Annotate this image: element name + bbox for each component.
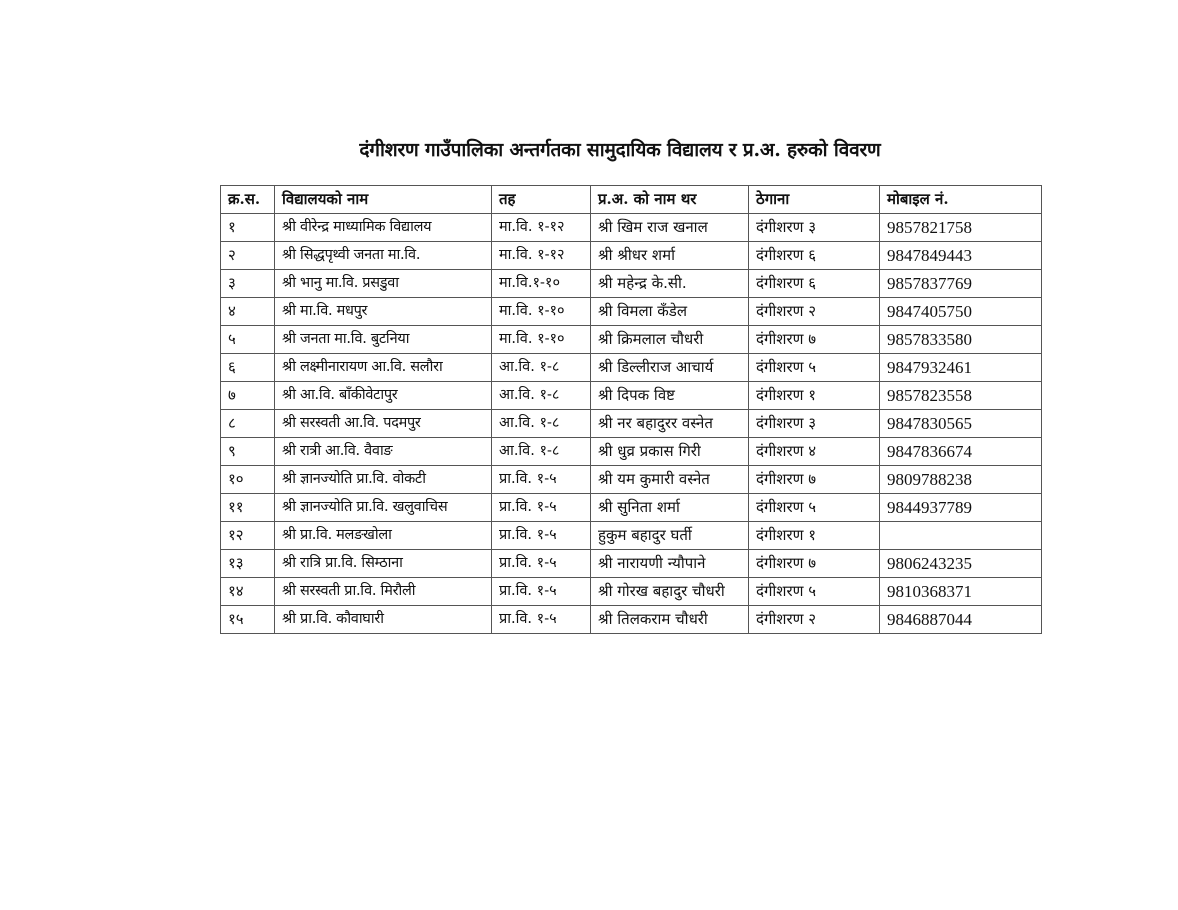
address-cell: दंगीशरण ६: [749, 242, 880, 270]
header-serial-number: क्र.स.: [221, 186, 275, 214]
school-name-cell: श्री मा.वि. मधपुर: [275, 298, 492, 326]
serial-number-cell: १४: [221, 578, 275, 606]
serial-number-cell: ८: [221, 410, 275, 438]
level-cell: प्रा.वि. १-५: [492, 550, 591, 578]
address-cell: दंगीशरण ७: [749, 550, 880, 578]
principal-name-cell: हुकुम बहादुर घर्ती: [591, 522, 749, 550]
level-cell: प्रा.वि. १-५: [492, 578, 591, 606]
mobile-number-cell: 9847849443: [880, 242, 1042, 270]
school-name-cell: श्री ज्ञानज्योति प्रा.वि. खलुवाचिस: [275, 494, 492, 522]
table-row: [221, 270, 1042, 298]
table-row: [221, 550, 1042, 578]
school-name-cell: श्री वीरेन्द्र माध्यामिक विद्यालय: [275, 214, 492, 242]
school-table: [220, 185, 1042, 634]
principal-name-cell: श्री डिल्लीराज आचार्य: [591, 354, 749, 382]
table-row: [221, 522, 1042, 550]
mobile-number-cell: 9806243235: [880, 550, 1042, 578]
school-name-cell: श्री लक्ष्मीनारायण आ.वि. सलौरा: [275, 354, 492, 382]
address-cell: दंगीशरण १: [749, 522, 880, 550]
table-row: [221, 466, 1042, 494]
level-cell: प्रा.वि. १-५: [492, 466, 591, 494]
serial-number-cell: २: [221, 242, 275, 270]
address-cell: दंगीशरण १: [749, 382, 880, 410]
school-name-cell: श्री रात्रि प्रा.वि. सिम्ठाना: [275, 550, 492, 578]
principal-name-cell: श्री धुव्र प्रकास गिरी: [591, 438, 749, 466]
level-cell: आ.वि. १-८: [492, 382, 591, 410]
principal-name-cell: श्री दिपक विष्ट: [591, 382, 749, 410]
table-row: [221, 242, 1042, 270]
level-cell: मा.वि. १-१२: [492, 242, 591, 270]
serial-number-cell: १: [221, 214, 275, 242]
mobile-number-cell: 9847932461: [880, 354, 1042, 382]
address-cell: दंगीशरण ६: [749, 270, 880, 298]
table-row: [221, 214, 1042, 242]
table-row: [221, 326, 1042, 354]
principal-name-cell: श्री सुनिता शर्मा: [591, 494, 749, 522]
principal-name-cell: श्री नर बहादुरर वस्नेत: [591, 410, 749, 438]
mobile-number-cell: 9857833580: [880, 326, 1042, 354]
school-name-cell: श्री सिद्धपृथ्वी जनता मा.वि.: [275, 242, 492, 270]
serial-number-cell: ५: [221, 326, 275, 354]
header-address: ठेगाना: [749, 186, 880, 214]
table-row: [221, 382, 1042, 410]
level-cell: आ.वि. १-८: [492, 438, 591, 466]
level-cell: मा.वि.१-१०: [492, 270, 591, 298]
serial-number-cell: ७: [221, 382, 275, 410]
principal-name-cell: श्री खिम राज खनाल: [591, 214, 749, 242]
table-row: [221, 578, 1042, 606]
serial-number-cell: ४: [221, 298, 275, 326]
address-cell: दंगीशरण ५: [749, 578, 880, 606]
school-name-cell: श्री ज्ञानज्योति प्रा.वि. वोकटी: [275, 466, 492, 494]
level-cell: मा.वि. १-१०: [492, 326, 591, 354]
table-row: [221, 298, 1042, 326]
address-cell: दंगीशरण ३: [749, 410, 880, 438]
mobile-number-cell: 9857823558: [880, 382, 1042, 410]
principal-name-cell: श्री श्रीधर शर्मा: [591, 242, 749, 270]
principal-name-cell: श्री तिलकराम चौधरी: [591, 606, 749, 634]
address-cell: दंगीशरण ३: [749, 214, 880, 242]
level-cell: मा.वि. १-१२: [492, 214, 591, 242]
level-cell: प्रा.वि. १-५: [492, 606, 591, 634]
table-header-row: [221, 186, 1042, 214]
mobile-number-cell: 9844937789: [880, 494, 1042, 522]
serial-number-cell: ९: [221, 438, 275, 466]
school-name-cell: श्री प्रा.वि. कौवाघारी: [275, 606, 492, 634]
header-principal-name: प्र.अ. को नाम थर: [591, 186, 749, 214]
mobile-number-cell: 9857821758: [880, 214, 1042, 242]
address-cell: दंगीशरण ७: [749, 326, 880, 354]
school-name-cell: श्री सरस्वती प्रा.वि. मिरौली: [275, 578, 492, 606]
level-cell: मा.वि. १-१०: [492, 298, 591, 326]
header-mobile-number: मोबाइल नं.: [880, 186, 1042, 214]
mobile-number-cell: 9857837769: [880, 270, 1042, 298]
level-cell: प्रा.वि. १-५: [492, 494, 591, 522]
serial-number-cell: १३: [221, 550, 275, 578]
principal-name-cell: श्री विमला कँडेल: [591, 298, 749, 326]
school-name-cell: श्री भानु मा.वि. प्रसडुवा: [275, 270, 492, 298]
mobile-number-cell: 9847405750: [880, 298, 1042, 326]
address-cell: दंगीशरण ४: [749, 438, 880, 466]
school-name-cell: श्री रात्री आ.वि. वैवाङ: [275, 438, 492, 466]
level-cell: प्रा.वि. १-५: [492, 522, 591, 550]
mobile-number-cell: [880, 522, 1042, 550]
principal-name-cell: श्री यम कुमारी वस्नेत: [591, 466, 749, 494]
school-name-cell: श्री प्रा.वि. मलङखोला: [275, 522, 492, 550]
mobile-number-cell: 9809788238: [880, 466, 1042, 494]
serial-number-cell: ११: [221, 494, 275, 522]
table-row: [221, 354, 1042, 382]
address-cell: दंगीशरण २: [749, 606, 880, 634]
address-cell: दंगीशरण ७: [749, 466, 880, 494]
address-cell: दंगीशरण ५: [749, 494, 880, 522]
table-row: [221, 494, 1042, 522]
serial-number-cell: १५: [221, 606, 275, 634]
serial-number-cell: ६: [221, 354, 275, 382]
mobile-number-cell: 9847836674: [880, 438, 1042, 466]
table-row: [221, 606, 1042, 634]
level-cell: आ.वि. १-८: [492, 410, 591, 438]
level-cell: आ.वि. १-८: [492, 354, 591, 382]
serial-number-cell: १२: [221, 522, 275, 550]
address-cell: दंगीशरण ५: [749, 354, 880, 382]
school-name-cell: श्री सरस्वती आ.वि. पदमपुर: [275, 410, 492, 438]
principal-name-cell: श्री नारायणी न्यौपाने: [591, 550, 749, 578]
school-name-cell: श्री आ.वि. बाँकीवेटापुर: [275, 382, 492, 410]
serial-number-cell: १०: [221, 466, 275, 494]
table-row: [221, 410, 1042, 438]
serial-number-cell: ३: [221, 270, 275, 298]
address-cell: दंगीशरण २: [749, 298, 880, 326]
header-level: तह: [492, 186, 591, 214]
mobile-number-cell: 9810368371: [880, 578, 1042, 606]
principal-name-cell: श्री गोरख बहादुर चौधरी: [591, 578, 749, 606]
school-name-cell: श्री जनता मा.वि. बुटनिया: [275, 326, 492, 354]
principal-name-cell: श्री क्रिमलाल चौधरी: [591, 326, 749, 354]
document-title: दंगीशरण गाउँपालिका अन्तर्गतका सामुदायिक विद्यालय र प्र.अ. हरुको विवरण: [359, 139, 881, 161]
header-school-name: विद्यालयको नाम: [275, 186, 492, 214]
mobile-number-cell: 9847830565: [880, 410, 1042, 438]
principal-name-cell: श्री महेन्द्र के.सी.: [591, 270, 749, 298]
table-row: [221, 438, 1042, 466]
mobile-number-cell: 9846887044: [880, 606, 1042, 634]
